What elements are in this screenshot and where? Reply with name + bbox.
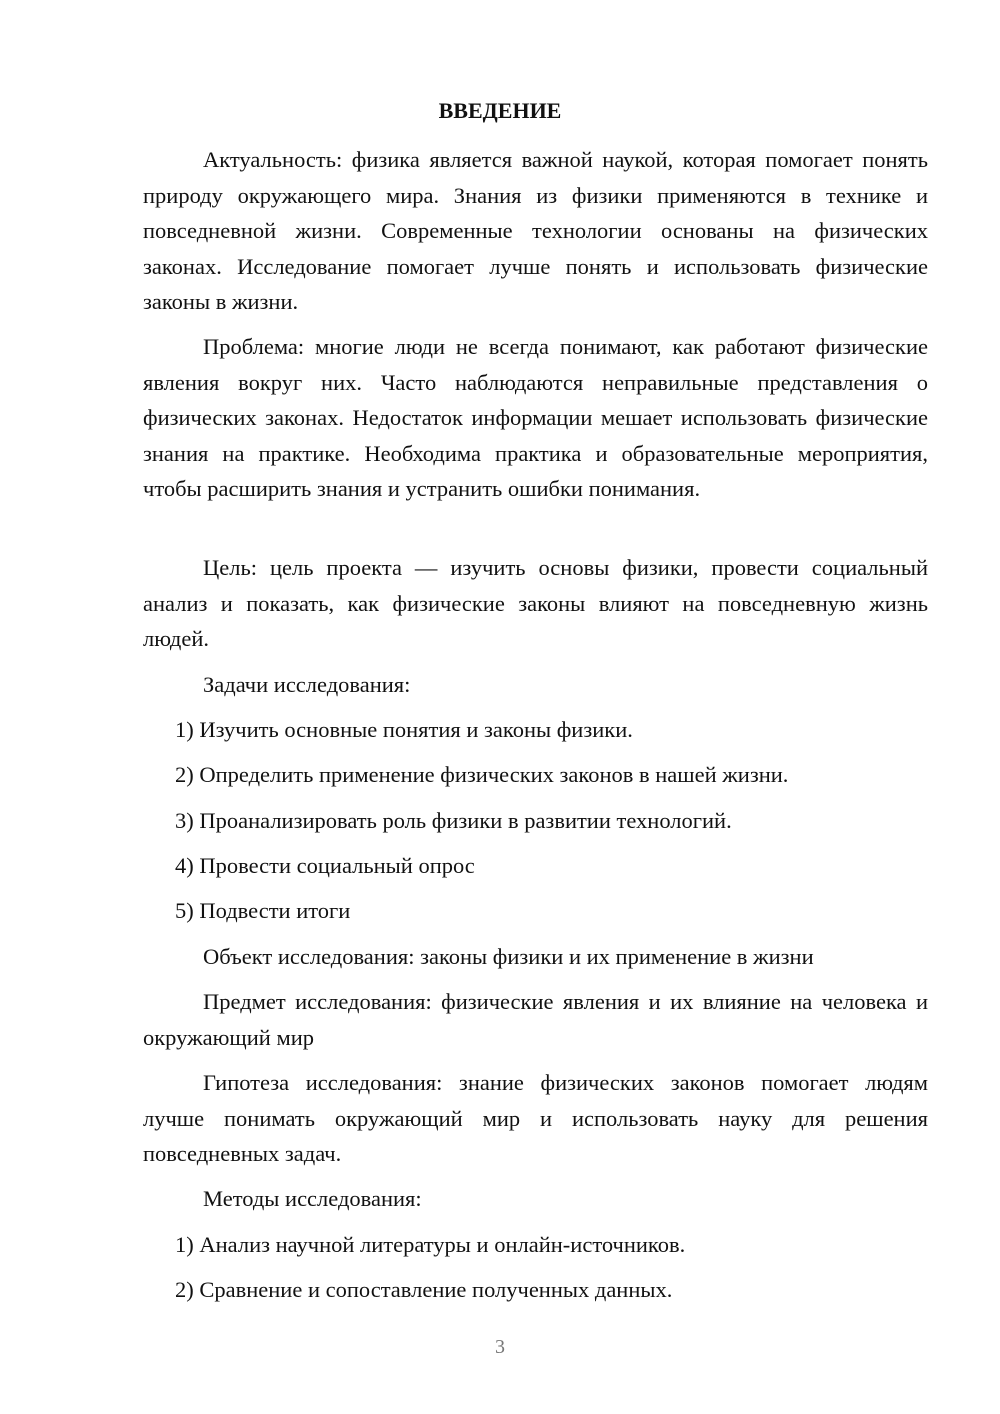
task-item: 3) Проанализировать роль физики в развитии технологий. (175, 808, 732, 833)
task-item: 4) Провести социальный опрос (175, 853, 475, 878)
page-number: 3 (495, 1336, 505, 1358)
section-title: ВВЕДЕНИЕ (438, 98, 562, 123)
object-line: Объект исследования: законы физики и их применение в жизни (203, 944, 814, 969)
task-item: 5) Подвести итоги (175, 898, 351, 923)
hypothesis-paragraph: Гипотеза исследования: знание физических законов помогает людям лучше понимать окружающий мир и использовать науку для решения повседневных задач. (143, 1070, 928, 1166)
subject-paragraph: Предмет исследования: физические явления и их влияние на человека и окружающий мир (143, 989, 928, 1050)
task-item: 2) Определить применение физических законов в нашей жизни. (175, 762, 789, 787)
goal-paragraph: Цель: цель проекта — изучить основы физики, провести социальный анализ и показать, как физические законы влияют на повседневную жизнь людей. (143, 555, 928, 651)
problem-paragraph: Проблема: многие люди не всегда понимают, как работают физические явления вокруг них. Часто наблюдаются неправильные представления о физических законах. Недостаток информации мешает использовать физические знания на практике. Необходима практика и образовательные мероприятия, чтобы расширить знания и устранить ошибки понимания. (143, 334, 928, 501)
task-item: 1) Изучить основные понятия и законы физики. (175, 717, 633, 742)
method-item: 1) Анализ научной литературы и онлайн-источников. (175, 1232, 686, 1257)
method-item: 2) Сравнение и сопоставление полученных данных. (175, 1277, 673, 1302)
actuality-paragraph: Актуальность: физика является важной наукой, которая помогает понять природу окружающего мира. Знания из физики применяются в технике и повседневной жизни. Современные технологии основаны на физических законах. Исследование помогает лучше понять и использовать физические законы в жизни. (143, 147, 928, 314)
methods-heading: Методы исследования: (203, 1186, 422, 1211)
tasks-heading: Задачи исследования: (203, 672, 411, 697)
